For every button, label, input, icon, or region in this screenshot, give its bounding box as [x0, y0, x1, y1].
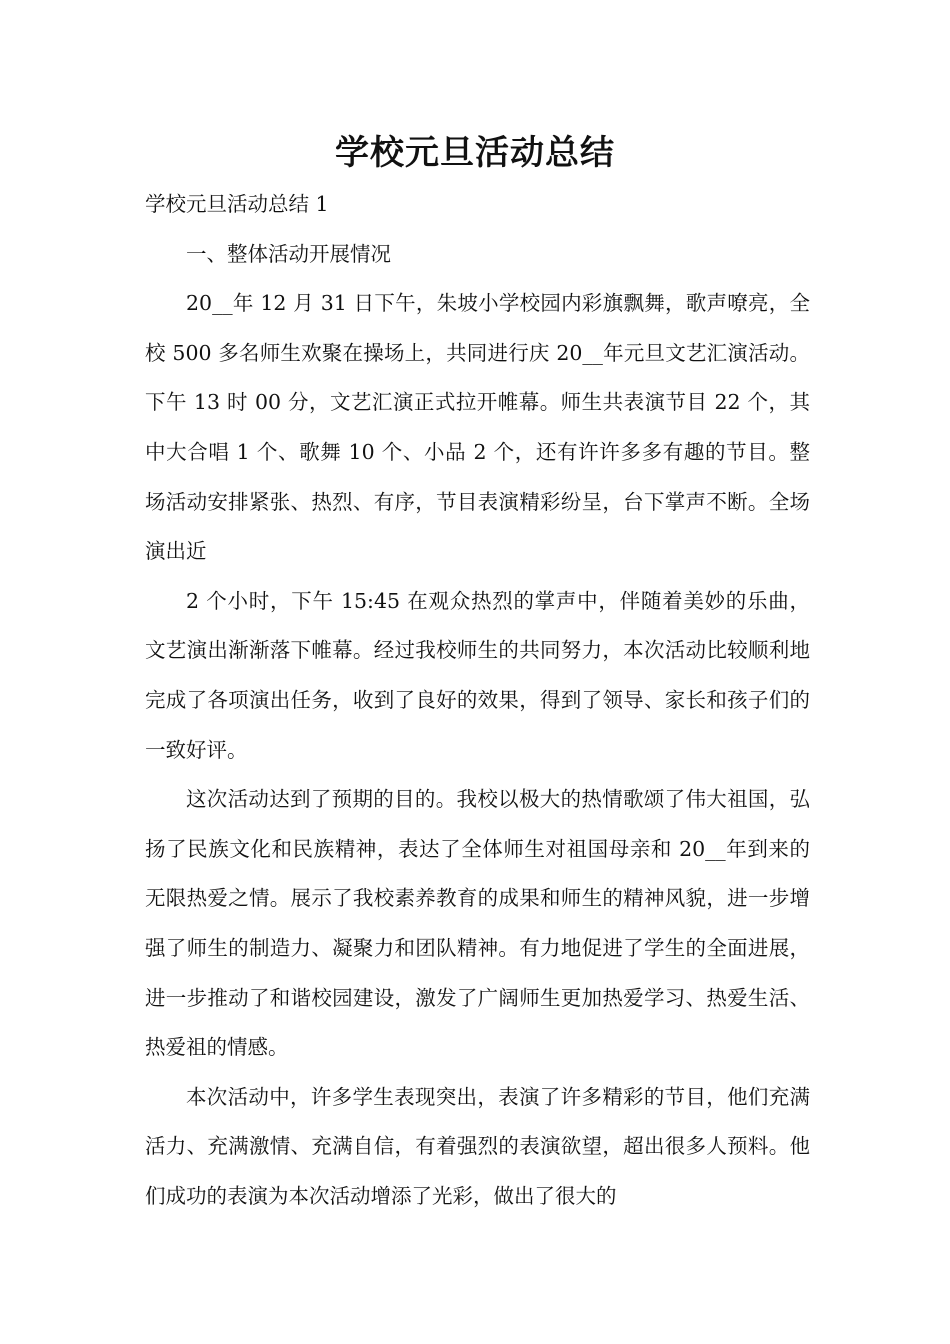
section-subtitle: 学校元旦活动总结 1 [145, 192, 329, 216]
paragraph-performance-end: 2 个小时，下午 15:45 在观众热烈的掌声中，伴随着美妙的乐曲，文艺演出渐渐落下帷幕。经过我校师生的共同努力，本次活动比较顺利地完成了各项演出任务，收到了良好的效果，得到了领导、家长和孩子们的一致好评。 [145, 588, 810, 762]
paragraph-achievements: 这次活动达到了预期的目的。我校以极大的热情歌颂了伟大祖国，弘扬了民族文化和民族精神，表达了全体师生对祖国母亲和 20__年到来的无限热爱之情。展示了我校素养教育的成果和师生的精神风貌，进一步增强了师生的制造力、凝聚力和团队精神。有力地促进了学生的全面进展，进一步推动了和谐校园建设，激发了广阔师生更加热爱学习、热爱生活、热爱祖的情感。 [145, 787, 810, 1060]
document-body [145, 180, 810, 1221]
paragraph-activity-overview: 20__年 12 月 31 日下午，朱坡小学校园内彩旗飘舞，歌声嘹亮，全校 500 多名师生欢聚在操场上，共同进行庆 20__年元旦文艺汇演活动。下午 13 时 00 分，文艺汇演正式拉开帷幕。师生共表演节目 22 个，其中大合唱 1 个、歌舞 10 个、小品 2 个，还有许许多多有趣的节目。整场活动安排紧张、热烈、有序，节目表演精彩纷呈，台下掌声不断。全场演出近 [145, 291, 810, 564]
document-title: 学校元旦活动总结 [335, 133, 615, 173]
paragraph-student-performance: 本次活动中，许多学生表现突出，表演了许多精彩的节目，他们充满活力、充满激情、充满自信，有着强烈的表演欲望，超出很多人预料。他们成功的表演为本次活动增添了光彩，做出了很大的 [145, 1084, 810, 1208]
section-heading: 一、整体活动开展情况 [186, 241, 391, 266]
